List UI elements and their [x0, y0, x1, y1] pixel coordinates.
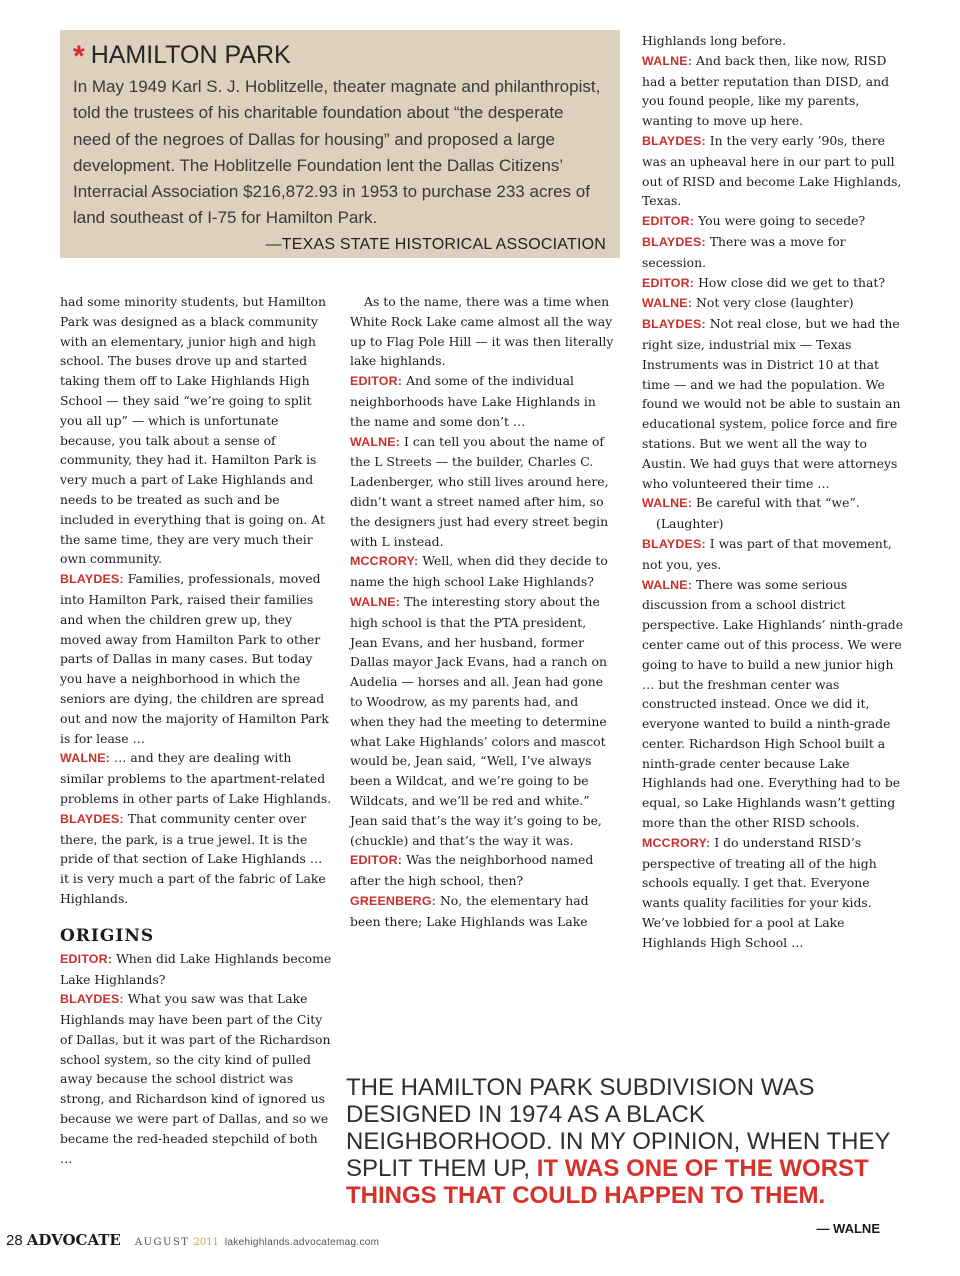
pull-quote-highlight: IT WAS ONE OF THE WORST THINGS THAT COULD HAPPEN TO THEM.: [346, 1155, 869, 1209]
speaker-label: EDITOR:: [350, 374, 403, 389]
paragraph: BLAYDES: Not real close, but we had the right size, industrial mix — Texas Instruments was in District 10 at that time — and we had the population. We found we would not be able to sustain an educational system, police force and fire stations. But we went all the way to Austin. We had guys that were attorneys who volunteered their time …: [642, 316, 901, 491]
paragraph: WALNE: I can tell you about the name of the L Streets — the builder, Charles C. Ladenberger, who still lives around here, didn’t want a street named after him, so the designers just had every street begin with L instead.: [350, 433, 609, 549]
paragraph: EDITOR: How close did we get to that?: [642, 274, 886, 290]
pull-quote: [346, 1074, 906, 1236]
speaker-label: BLAYDES:: [642, 234, 706, 249]
article-column-1: [60, 292, 334, 1168]
paragraph: BLAYDES: What you saw was that Lake Highlands may have been part of the City of Dallas, but it was part of the Richardson school system, so the city kind of pulled away because the school district was strong, and Richardson kind of ignored us because we were part of Dallas, and so we became the red-headed stepchild of both …: [60, 991, 331, 1166]
pull-quote-text: THE HAMILTON PARK SUBDIVISION WAS DESIGNED IN 1974 AS A BLACK NEIGHBORHOOD. IN MY OPINION, WHEN THEY SPLIT THEM UP, IT WAS ONE OF THE WORST THINGS THAT COULD HAPPEN TO THEM.: [346, 1074, 891, 1209]
paragraph: GREENBERG: No, the elementary had been there; Lake Highlands was Lake: [350, 892, 589, 929]
website-url: lakehighlands.advocatemag.com: [224, 1237, 380, 1248]
speaker-label: MCCRORY:: [642, 835, 711, 850]
paragraph: WALNE: The interesting story about the high school is that the PTA president, Jean Evans, and her husband, former Dallas mayor Jack Evans, had a ranch on Audelia — horses and all. Jean had gone to Woodrow, as my parents had, and when they had the meeting to determine what Lake Highlands’ colors and mascot would be, Jean said, “Well, I’ve always been a Wildcat, and we’re going to be Wildcats, and we’ll be red and white.” Jean said that’s the way it’s going to be, (chuckle) and that’s the way it was.: [350, 593, 607, 848]
paragraph: BLAYDES: There was a move for secession.: [642, 233, 846, 270]
issue-month: AUGUST: [134, 1237, 190, 1248]
sidebar-body: In May 1949 Karl S. J. Hoblitzelle, theater magnate and philanthropist, told the trustees of his charitable foundation about “the desperate need of the negroes of Dallas for housing” and proposed a large development. The Hoblitzelle Foundation lent the Dallas Citizens’ Interracial Association $216,872.93 in 1953 to purchase 233 acres of land southeast of I-75 for Hamilton Park.: [73, 77, 601, 228]
paragraph: BLAYDES: I was part of that movement, not you, yes.: [642, 535, 892, 572]
paragraph: BLAYDES: Families, professionals, moved into Hamilton Park, raised their families and when the children grew up, they moved away from Hamilton Park to other parts of Dallas in many cases. But today you have a neighborhood in which the seniors are dying, the children are spread out and now the majority of Hamilton Park is for lease …: [60, 571, 329, 746]
brand-logo: ADVOCATE: [26, 1231, 121, 1249]
speaker-label: WALNE:: [350, 594, 401, 609]
speaker-label: EDITOR:: [60, 951, 113, 966]
paragraph: WALNE: Not very close (laughter): [642, 295, 854, 311]
paragraph: Highlands long before.: [642, 33, 787, 48]
page-footer: [6, 1231, 379, 1251]
article-column-3: [642, 31, 904, 953]
speaker-label: WALNE:: [642, 496, 693, 511]
paragraph: WALNE: Be careful with that “we”.: [642, 495, 860, 511]
paragraph: WALNE: … and they are dealing with similar problems to the apartment-related problems in other parts of Lake Highlands.: [60, 750, 332, 806]
paragraph: had some minority students, but Hamilton Park was designed as a black community with an elementary, junior high and high school. The buses drove up and started taking them off to Lake Highlands High School — they said “we’re going to split you all up” — which is unfortunate because, you talk about a sense of community, they had it. Hamilton Park is very much a part of Lake Highlands and needs to be treated as such and be included in everything that is going on. At the same time, they are very much their own community.: [60, 294, 326, 567]
asterisk-icon: *: [73, 40, 85, 73]
speaker-label: EDITOR:: [350, 853, 403, 868]
paragraph: EDITOR: You were going to secede?: [642, 213, 866, 229]
hamilton-park-sidebar: [60, 30, 620, 258]
speaker-label: GREENBERG:: [350, 893, 436, 908]
paragraph: BLAYDES: That community center over there, the park, is a true jewel. It is the pride of that section of Lake Highlands … it is very much a part of the fabric of Lake Highlands.: [60, 810, 326, 906]
paragraph: EDITOR: And some of the individual neighborhoods have Lake Highlands in the name and some don’t …: [350, 373, 596, 429]
paragraph: MCCRORY: I do understand RISD’s perspective of treating all of the high schools equally. I get that. Everyone wants quality facilities for your kids. We’ve lobbied for a pool at Lake Highlands High School …: [642, 834, 877, 950]
origins-heading: ORIGINS: [60, 925, 155, 946]
pull-quote-attribution: — WALNE: [816, 1221, 880, 1236]
sidebar-credit: —TEXAS STATE HISTORICAL ASSOCIATION: [265, 235, 606, 253]
speaker-label: BLAYDES:: [60, 992, 124, 1007]
speaker-label: BLAYDES:: [642, 536, 706, 551]
speaker-label: WALNE:: [350, 434, 401, 449]
paragraph: (Laughter): [656, 516, 724, 532]
paragraph: EDITOR: Was the neighborhood named after the high school, then?: [350, 852, 594, 889]
speaker-label: BLAYDES:: [60, 572, 124, 587]
speaker-label: WALNE:: [642, 296, 693, 311]
speaker-label: MCCRORY:: [350, 554, 419, 569]
paragraph: As to the name, there was a time when White Rock Lake came almost all the way up to Flag Pole Hill — it was then literally lake highlands.: [350, 294, 614, 369]
issue-year: 2011: [193, 1237, 219, 1248]
paragraph: BLAYDES: In the very early ’90s, there was an upheaval here in our part to pull out of RISD and become Lake Highlands, Texas.: [642, 132, 902, 209]
speaker-label: EDITOR:: [642, 275, 695, 290]
article-column-2: [350, 292, 614, 932]
paragraph: WALNE: And back then, like now, RISD had a better reputation than DISD, and you found people, like my parents, wanting to move up here.: [642, 52, 890, 129]
page-number: 28: [6, 1232, 23, 1249]
speaker-label: WALNE:: [642, 577, 693, 592]
paragraph: WALNE: There was some serious discussion from a school district perspective. Lake Highlands’ ninth-grade center came out of this process. We were going to have to build a new junior high … but the freshman center was constructed instead. Once we did it, everyone wanted to build a ninth-grade center. Richardson High School built a ninth-grade center because Lake Highlands had one. Everything had to be equal, so Lake Highlands wasn’t getting more than the other RISD schools.: [642, 576, 904, 831]
speaker-label: WALNE:: [642, 53, 693, 68]
speaker-label: BLAYDES:: [642, 133, 706, 148]
paragraph: MCCRORY: Well, when did they decide to name the high school Lake Highlands?: [350, 553, 608, 590]
speaker-label: BLAYDES:: [60, 811, 124, 826]
speaker-label: EDITOR:: [642, 214, 695, 229]
speaker-label: WALNE:: [60, 751, 111, 766]
paragraph: EDITOR: When did Lake Highlands become Lake Highlands?: [60, 950, 332, 987]
speaker-label: BLAYDES:: [642, 317, 706, 332]
sidebar-heading: * HAMILTON PARK: [73, 40, 291, 73]
